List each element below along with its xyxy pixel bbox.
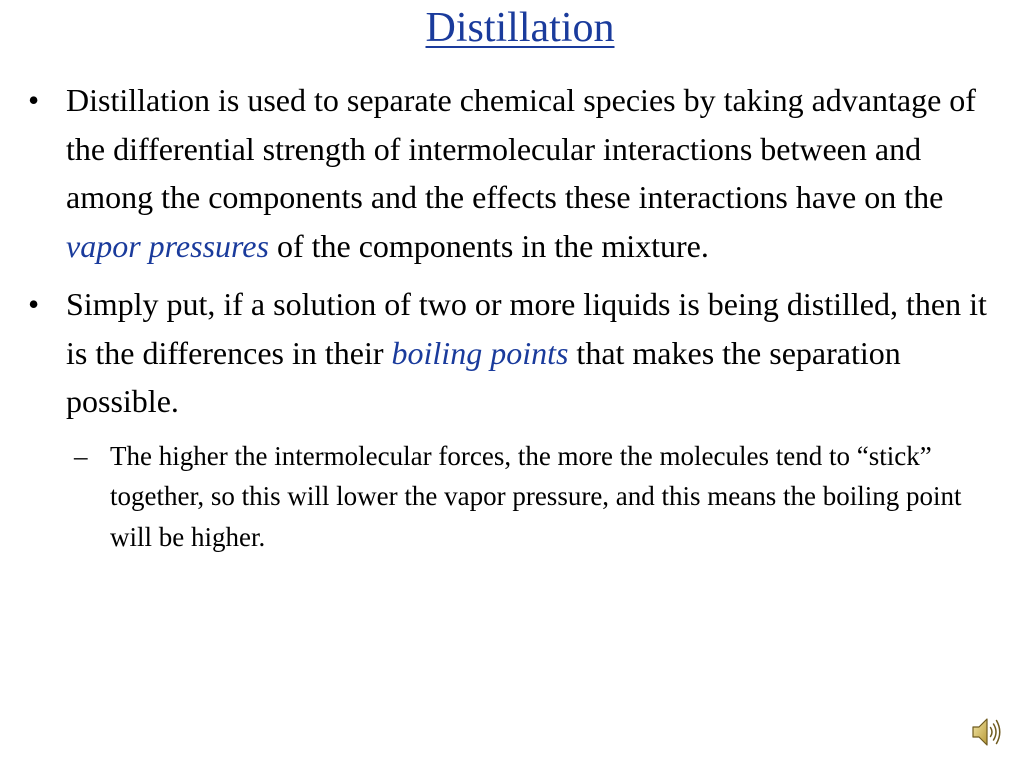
bullet-2-text-end: that makes the separation possible. bbox=[66, 334, 901, 419]
bullet-marker: • bbox=[28, 82, 40, 118]
sub-bullet-1-text: The higher the intermolecular forces, the more the molecules tend to “stick” together, so this will lower the vapor pressure, and this means the boiling point will be higher. bbox=[110, 440, 962, 552]
bullet-1-text-end: of the components in the mixture. bbox=[268, 227, 709, 264]
bullet-marker: • bbox=[28, 286, 40, 322]
bullet-2 bbox=[28, 280, 988, 426]
sub-bullet-1 bbox=[74, 436, 970, 558]
bullet-1 bbox=[28, 76, 988, 270]
bullet-1-text: Distillation is used to separate chemical species by taking advantage of the differential strength of intermolecular interactions between and among the components and the effects these interactions have on the bbox=[66, 82, 976, 215]
sub-bullet-marker: – bbox=[74, 440, 88, 471]
bullet-2-text: Simply put, if a solution of two or more liquids is being distilled, then it is the differences in their bbox=[66, 286, 987, 371]
bullet-list bbox=[28, 76, 988, 557]
bullet-2-emphasis: boiling points bbox=[391, 334, 569, 371]
slide-title: Distillation bbox=[425, 5, 615, 51]
bullet-1-emphasis: vapor pressures bbox=[66, 227, 269, 264]
speaker-icon[interactable] bbox=[970, 714, 1002, 750]
